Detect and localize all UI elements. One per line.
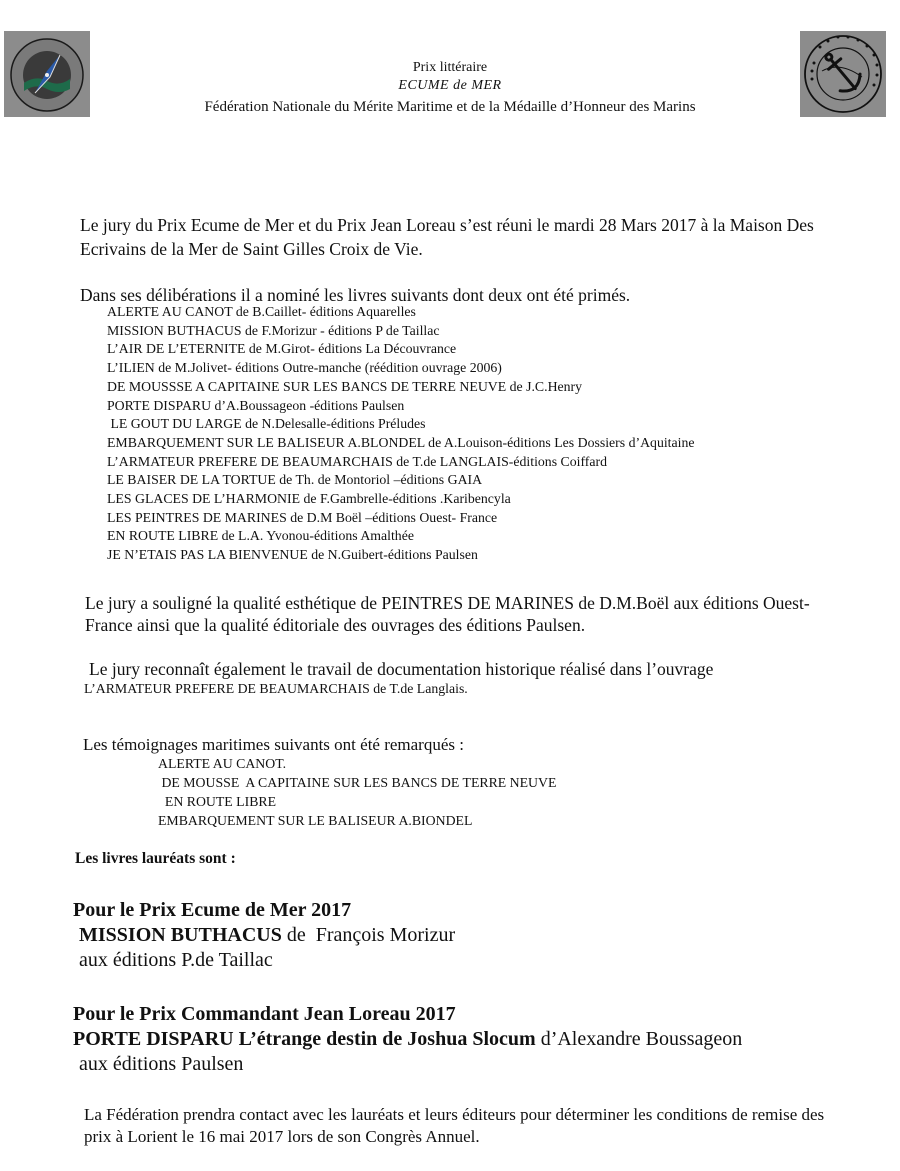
list-item: JE N’ETAIS PAS LA BIENVENUE de N.Guibert-éditions Paulsen [107, 547, 478, 563]
prize1-author: de François Morizur [281, 924, 456, 946]
list-item: DE MOUSSE A CAPITAINE SUR LES BANCS DE TERRE NEUVE [158, 775, 557, 790]
prize-label: Prix littéraire [412, 60, 488, 75]
list-item: EMBARQUEMENT SUR LE BALISEUR A.BLONDEL de A.Louison-éditions Les Dossiers d’Aquitaine [107, 434, 695, 450]
prize-name: ECUME de MER [398, 78, 502, 93]
prize2-title: Pour le Prix Commandant Jean Loreau 2017 [73, 1003, 456, 1025]
historical-paragraph: Le jury reconnaît également le travail de documentation historique réalisé dans l’ouvrage [89, 659, 714, 679]
list-item: DE MOUSSSE A CAPITAINE SUR LES BANCS DE TERRE NEUVE de J.C.Henry [107, 378, 583, 394]
list-item: EN ROUTE LIBRE [158, 794, 277, 809]
list-item: EMBARQUEMENT SUR LE BALISEUR A.BIONDEL [158, 813, 473, 828]
closing-paragraph: La Fédération prendra contact avec les lauréats et leurs éditeurs pour déterminer les conditions de remise des prix à Lorient le 16 mai 2017 lors de son Congrès Annuel. [84, 1105, 825, 1146]
intro-paragraph: Le jury du Prix Ecume de Mer et du Prix Jean Loreau s’est réuni le mardi 28 Mars 2017 à la Maison Des Ecrivains de la Mer de Saint Gilles Croix de Vie. [80, 215, 814, 259]
list-item: L’AIR DE L’ETERNITE de M.Girot- éditions La Découvrance [107, 341, 457, 357]
prize1-title: Pour le Prix Ecume de Mer 2017 [73, 899, 352, 921]
prize2-author: d’Alexandre Boussageon [535, 1028, 743, 1050]
list-item: LES GLACES DE L’HARMONIE de F.Gambrelle-éditions .Karibencyla [107, 491, 511, 507]
list-item: ALERTE AU CANOT de B.Caillet- éditions Aquarelles [107, 304, 416, 319]
prize2-book-line [73, 1026, 742, 1052]
list-item: LES PEINTRES DE MARINES de D.M Boël –éditions Ouest- France [107, 509, 498, 525]
testimonies-list [158, 754, 556, 830]
list-item: LE BAISER DE LA TORTUE de Th. de Montoriol –éditions GAIA [107, 472, 483, 488]
list-item: MISSION BUTHACUS de F.Morizur - éditions P de Taillac [107, 322, 440, 338]
deliberation-text: Dans ses délibérations il a nominé les livres suivants dont deux ont été primés. [80, 285, 631, 305]
list-item: L’ARMATEUR PREFERE DE BEAUMARCHAIS de T.de LANGLAIS-éditions Coiffard [107, 453, 608, 469]
prize2-book: PORTE DISPARU L’étrange destin de Joshua Slocum [73, 1028, 536, 1050]
laureates-heading: Les livres lauréats sont : [75, 850, 236, 867]
prize2-publisher: aux éditions Paulsen [79, 1053, 244, 1075]
list-item: L’ILIEN de M.Jolivet- éditions Outre-manche (réédition ouvrage 2006) [107, 360, 502, 376]
federation-name: Fédération Nationale du Mérite Maritime et de la Médaille d’Honneur des Marins [204, 99, 696, 115]
nominee-list [107, 303, 695, 565]
list-item: EN ROUTE LIBRE de L.A. Yvonou-éditions Amalthée [107, 528, 414, 544]
historical-book: L’ARMATEUR PREFERE DE BEAUMARCHAIS de T.de Langlais. [84, 681, 468, 696]
prize1-book-line [79, 922, 455, 948]
aesthetic-paragraph: Le jury a souligné la qualité esthétique de PEINTRES DE MARINES de D.M.Boël aux éditions Ouest-France ainsi que la qualité éditoriale des ouvrages des éditions Paulsen. [85, 593, 810, 635]
list-item: LE GOUT DU LARGE de N.Delesalle-éditions Préludes [107, 416, 426, 432]
prize1-book: MISSION BUTHACUS [79, 924, 282, 946]
list-item: ALERTE AU CANOT. [158, 756, 287, 771]
list-item: PORTE DISPARU d’A.Boussageon -éditions Paulsen [107, 397, 405, 413]
prize1-publisher: aux éditions P.de Taillac [79, 949, 273, 971]
testimonies-intro: Les témoignages maritimes suivants ont été remarqués : [83, 735, 464, 754]
